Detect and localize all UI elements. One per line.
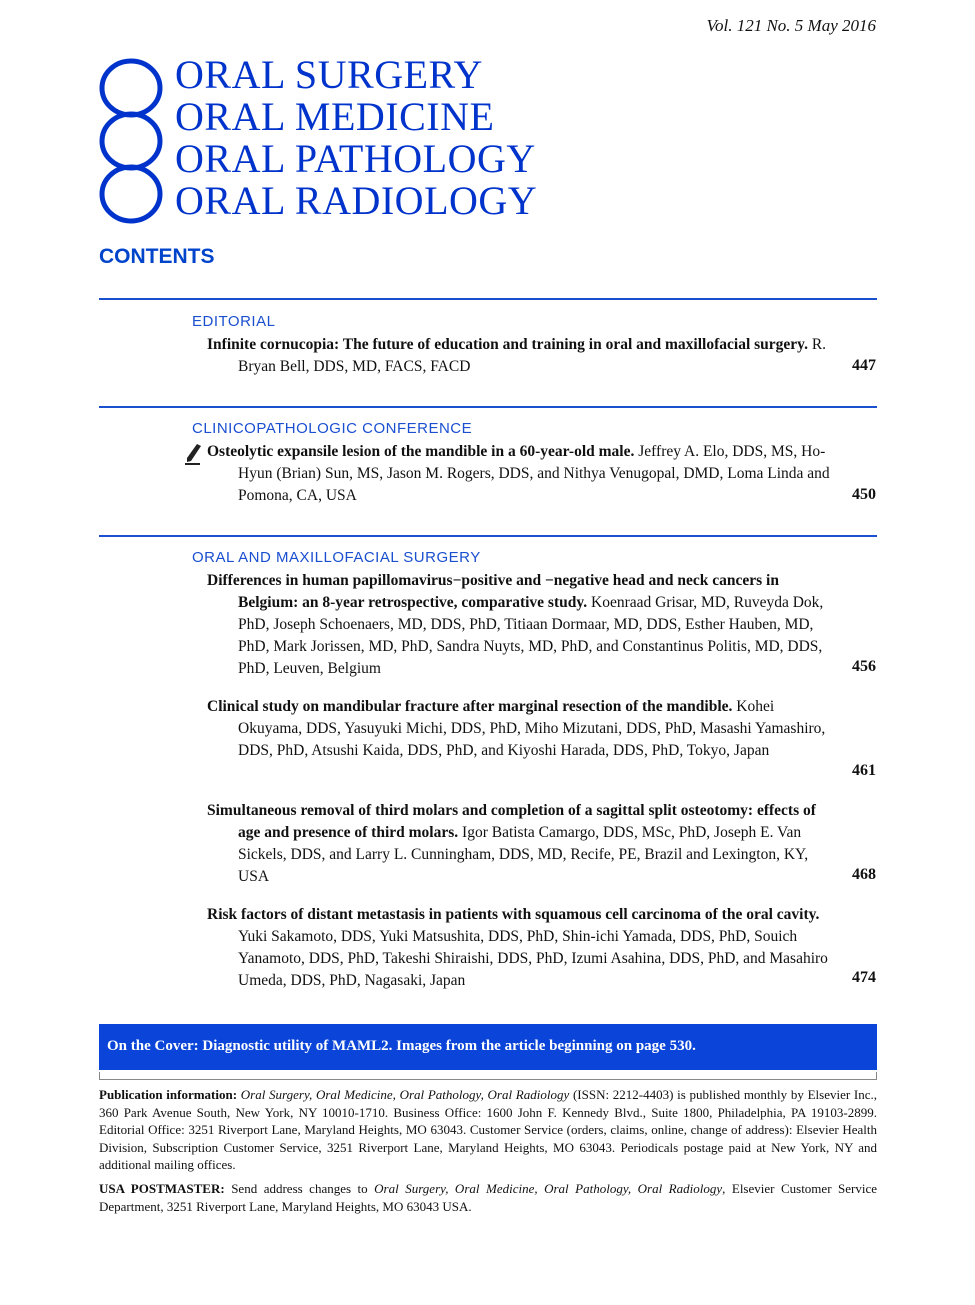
journal-title-line: ORAL MEDICINE: [175, 94, 495, 139]
article-title[interactable]: Differences in human papillomavirus−positive and −negative head and neck cancers in Belgium: an 8-year retrospective, comparative study.: [207, 572, 779, 611]
toc-entry[interactable]: [207, 334, 838, 378]
postmaster-label: USA POSTMASTER:: [99, 1181, 225, 1196]
section-title-editorial: EDITORIAL: [192, 313, 276, 330]
publication-information: [99, 1086, 877, 1174]
section-title-clinicopathologic: CLINICOPATHOLOGIC CONFERENCE: [192, 420, 473, 437]
article-authors: Koenraad Grisar, MD, Ruveyda Dok, PhD, Joseph Schoenaers, MD, DDS, PhD, Titiaan Dormaar, MD, DDS, Esther Hauben, MD, PhD, Mark Jorissen, MD, PhD, Sandra Nuyts, MD, PhD, and Constantinus Politis, MD, DDS, PhD, Leuven, Belgium: [238, 594, 824, 677]
journal-title-line: ORAL PATHOLOGY: [175, 136, 536, 181]
postmaster-journal-name: Oral Surgery, Oral Medicine, Oral Pathology, Oral Radiology: [374, 1181, 723, 1196]
issue-line: Vol. 121 No. 5 May 2016: [706, 16, 876, 35]
article-authors: Yuki Sakamoto, DDS, Yuki Matsushita, DDS, PhD, Shin-ichi Yamada, DDS, PhD, Souich Yanamoto, DDS, PhD, Takeshi Shiraishi, DDS, PhD, Izumi Asahina, DDS, PhD, and Masahiro Umeda, DDS, PhD, Nagasaki, Japan: [238, 928, 828, 989]
usa-postmaster: [99, 1180, 877, 1215]
article-title[interactable]: Risk factors of distant metastasis in patients with squamous cell carcinoma of the oral cavity.: [207, 906, 820, 923]
journal-logo-rings-icon: [98, 56, 168, 226]
toc-entry[interactable]: [207, 904, 838, 992]
article-title[interactable]: Simultaneous removal of third molars and completion of a sagittal split osteotomy: effects of age and presence of third molars.: [207, 802, 816, 841]
article-authors: R. Bryan Bell, DDS, MD, FACS, FACD: [238, 336, 827, 375]
publication-text: (ISSN: 2212-4403) is published monthly by Elsevier Inc., 360 Park Avenue South, New York, NY 10010-1710. Business Office: 1600 John F. Kennedy Blvd., Suite 1800, Philadelphia, PA 19103-2899. Editorial Office: 3251 Riverport Lane, Maryland Heights, MO 63043. Customer Service (orders, claims, online, change of address): Elsevier Health Division, Subscription Customer Service, 3251 Riverport Lane, Maryland Heights, MO 63043. Periodicals postage paid at New York, NY and additional mailing offices.: [99, 1087, 877, 1172]
page-number[interactable]: 474: [852, 969, 876, 986]
cover-note: On the Cover: Diagnostic utility of MAML2. Images from the article beginning on page 530.: [99, 1024, 877, 1070]
contents-heading: CONTENTS: [99, 245, 215, 268]
article-authors: Igor Batista Camargo, DDS, MSc, PhD, Joseph E. Van Sickels, DDS, and Larry L. Cunningham, DDS, MD, Recife, PE, Brazil and Lexington, KY, USA: [238, 824, 809, 885]
section-title-oral-maxillofacial-surgery: ORAL AND MAXILLOFACIAL SURGERY: [192, 549, 481, 566]
page-number[interactable]: 450: [852, 486, 876, 503]
publication-journal-name: Oral Surgery, Oral Medicine, Oral Pathology, Oral Radiology: [237, 1087, 570, 1102]
article-title[interactable]: Osteolytic expansile lesion of the mandible in a 60-year-old male.: [207, 443, 635, 460]
journal-title: [175, 54, 537, 222]
cme-pencil-icon: [184, 443, 202, 465]
publication-label: Publication information:: [99, 1087, 238, 1102]
page-number[interactable]: 456: [852, 658, 876, 675]
page-number[interactable]: 461: [852, 762, 876, 779]
cover-divider: [99, 1072, 877, 1080]
toc-entry[interactable]: [207, 441, 838, 507]
page-number[interactable]: 447: [852, 357, 876, 374]
article-authors: Kohei Okuyama, DDS, Yasuyuki Michi, DDS, PhD, Miho Mizutani, DDS, PhD, Masashi Yamashiro, DDS, PhD, Atsushi Kaida, DDS, PhD, and Kiyoshi Harada, DDS, PhD, Tokyo, Japan: [238, 698, 826, 759]
article-title[interactable]: Clinical study on mandibular fracture after marginal resection of the mandible.: [207, 698, 733, 715]
toc-entry[interactable]: [207, 570, 838, 680]
section-divider: [99, 298, 877, 300]
postmaster-text-after: , Elsevier Customer Service Department, 3251 Riverport Lane, Maryland Heights, MO 63043 USA.: [99, 1181, 877, 1214]
section-divider: [99, 535, 877, 537]
article-authors: Jeffrey A. Elo, DDS, MS, Ho-Hyun (Brian) Sun, MS, Jason M. Rogers, DDS, and Nithya Venugopal, DMD, Loma Linda and Pomona, CA, USA: [238, 443, 830, 504]
toc-entry[interactable]: [207, 800, 838, 888]
journal-title-line: ORAL RADIOLOGY: [175, 178, 538, 223]
toc-entry[interactable]: [207, 696, 838, 762]
postmaster-text-before: Send address changes to: [224, 1181, 375, 1196]
article-title[interactable]: Infinite cornucopia: The future of education and training in oral and maxillofacial surgery.: [207, 336, 808, 353]
page-number[interactable]: 468: [852, 866, 876, 883]
section-divider: [99, 406, 877, 408]
journal-title-line: ORAL SURGERY: [175, 52, 483, 97]
